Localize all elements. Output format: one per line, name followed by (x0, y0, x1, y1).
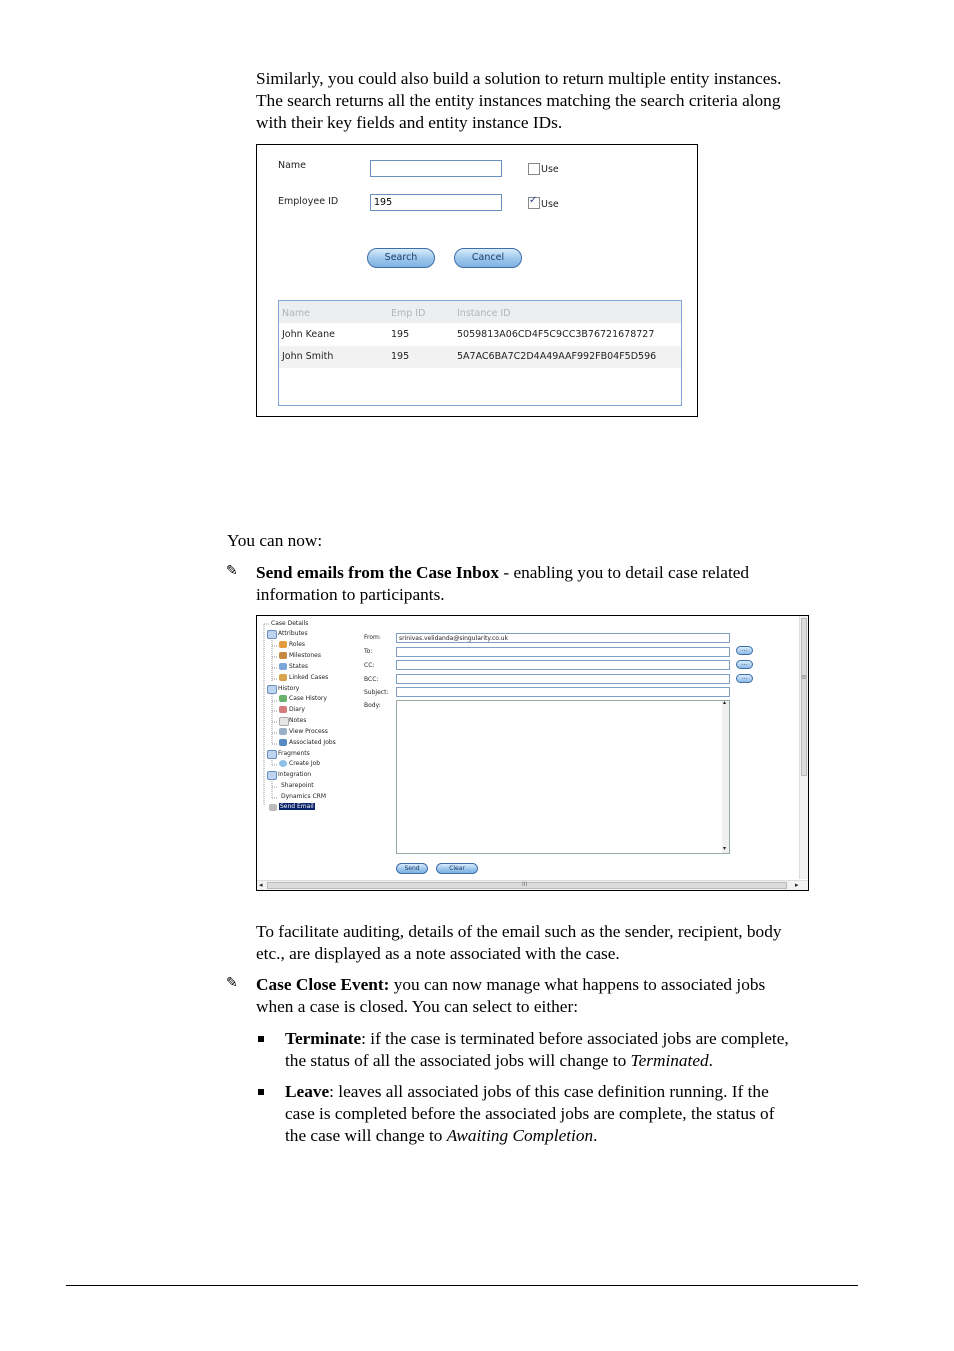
tree-view-process[interactable]: View Process (289, 728, 328, 735)
bullet-hand-icon: ✎ (226, 975, 238, 991)
bullet-case-close (256, 974, 876, 1018)
leave-rest: : leaves all associated jobs of this case definition running. If the (329, 1082, 769, 1101)
audit-note-line2: etc., are displayed as a note associated with the case. (256, 944, 620, 963)
tree-milestones[interactable]: Milestones (289, 652, 321, 659)
header-instance-id: Instance ID (457, 308, 511, 319)
terminate-bold: Terminate (285, 1029, 362, 1048)
bullet-case-close-line2: when a case is closed. You can select to either: (256, 997, 579, 1016)
leave-line3-em: Awaiting Completion (446, 1126, 594, 1145)
states-icon (279, 663, 287, 670)
folder-icon (267, 771, 277, 780)
create-job-icon (279, 760, 287, 767)
header-emp-id: Emp ID (391, 308, 426, 319)
tree-roles[interactable]: Roles (289, 641, 306, 648)
case-tree (257, 616, 357, 816)
tree-send-email[interactable]: Send Email (280, 803, 314, 810)
milestones-icon (279, 652, 287, 659)
diary-icon (279, 706, 287, 713)
vertical-grip: ≡ (801, 673, 807, 681)
scroll-right-arrow[interactable]: ▸ (795, 881, 799, 889)
folder-icon (267, 750, 277, 759)
terminate-line2-em: Terminated (630, 1051, 709, 1070)
sub-terminate (285, 1028, 885, 1072)
tree-dynamics-crm[interactable]: Dynamics CRM (281, 793, 327, 800)
from-label: From: (364, 634, 381, 641)
intro-paragraph (256, 68, 876, 134)
tree-associated-jobs[interactable]: Associated Jobs (289, 739, 336, 746)
terminate-line2-pre: the status of all the associated jobs will change to (285, 1051, 631, 1070)
tree-attributes[interactable]: Attributes (278, 630, 308, 637)
cc-lookup-button[interactable]: ... (736, 660, 753, 669)
subject-field[interactable] (396, 687, 730, 697)
results-grid (278, 300, 682, 406)
bullet-send-emails (256, 562, 876, 606)
scroll-left-arrow[interactable]: ◂ (259, 881, 263, 889)
scroll-down-arrow[interactable]: ▾ (723, 845, 727, 852)
audit-note-line1: To facilitate auditing, details of the email such as the sender, recipient, body (256, 922, 782, 941)
tree-linked-cases[interactable]: Linked Cases (289, 674, 329, 681)
results-header (279, 301, 681, 323)
search-button[interactable]: Search (367, 248, 435, 268)
bullet-send-emails-line2: information to participants. (256, 585, 445, 604)
linked-cases-icon (279, 674, 287, 681)
roles-icon (279, 641, 287, 648)
leave-line3-pre: the case will change to (285, 1126, 447, 1145)
leave-bold: Leave (285, 1082, 330, 1101)
tree-history[interactable]: History (278, 685, 300, 692)
notes-icon (279, 717, 289, 726)
vertical-scroll-thumb[interactable] (801, 618, 807, 776)
send-button[interactable]: Send (396, 863, 428, 874)
employee-id-input[interactable] (370, 194, 502, 211)
view-process-icon (279, 728, 287, 735)
cc-label: CC: (364, 662, 375, 669)
row-name: John Smith (282, 351, 334, 362)
employee-id-label: Employee ID (278, 196, 339, 207)
tree-integration[interactable]: Integration (278, 771, 312, 778)
tree-sharepoint[interactable]: Sharepoint (281, 782, 314, 789)
tree-states[interactable]: States (289, 663, 309, 670)
bullet-hand-icon: ✎ (226, 563, 238, 579)
leave-line3-post: . (593, 1126, 598, 1145)
employee-id-use-checkbox[interactable] (528, 197, 540, 209)
row-instance-id: 5A7AC6BA7C2D4A49AAF992FB04F5D596 (457, 351, 657, 362)
terminate-rest: : if the case is terminated before associated jobs are complete, (361, 1029, 789, 1048)
bcc-label: BCC: (364, 676, 379, 683)
horizontal-grip: III (522, 881, 528, 888)
name-use-checkbox[interactable] (528, 163, 540, 175)
body-scrollbar[interactable] (722, 701, 729, 853)
from-field[interactable]: srinivas.velidanda@singularity.co.uk (396, 633, 730, 643)
cancel-button[interactable]: Cancel (454, 248, 522, 268)
bullet-send-emails-bold: Send emails from the Case Inbox (256, 563, 500, 582)
tree-diary[interactable]: Diary (289, 706, 305, 713)
clear-button[interactable]: Clear (436, 863, 478, 874)
tree-fragments[interactable]: Fragments (278, 750, 310, 757)
intro-line-2: The search returns all the entity instances matching the search criteria along (256, 91, 781, 110)
terminate-line2-post: . (708, 1051, 713, 1070)
row-instance-id: 5059813A06CD4F5C9CC3B76721678727 (457, 329, 655, 340)
sub-leave (285, 1081, 885, 1147)
horizontal-scrollbar[interactable] (257, 880, 808, 891)
row-name: John Keane (282, 329, 335, 340)
table-row[interactable] (279, 324, 681, 346)
employee-id-use-label: Use (541, 199, 559, 210)
body-textarea[interactable] (396, 700, 730, 854)
folder-icon (267, 630, 277, 639)
body-label: Body: (364, 702, 381, 709)
send-email-screenshot (256, 615, 809, 891)
bullet-send-emails-rest: - enabling you to detail case related (499, 563, 750, 582)
bullet-case-close-rest: you can now manage what happens to associated jobs (389, 975, 766, 994)
to-lookup-button[interactable]: ... (736, 646, 753, 655)
send-email-icon (269, 804, 277, 811)
row-emp-id: 195 (391, 351, 410, 362)
bcc-field[interactable] (396, 674, 730, 684)
audit-note (256, 921, 876, 965)
tree-notes[interactable]: Notes (289, 717, 307, 724)
name-input[interactable] (370, 160, 502, 177)
to-label: To: (364, 648, 373, 655)
tree-case-history[interactable]: Case History (289, 695, 327, 702)
bcc-lookup-button[interactable]: ... (736, 674, 753, 683)
tree-create-job[interactable]: Create Job (289, 760, 321, 767)
vertical-scrollbar[interactable] (799, 616, 809, 879)
table-row[interactable] (279, 346, 681, 368)
footer-rule (66, 1285, 858, 1286)
case-history-icon (279, 695, 287, 702)
you-can-now-text: You can now: (227, 531, 323, 550)
header-name: Name (282, 308, 311, 319)
to-field[interactable] (396, 647, 730, 657)
square-bullet-icon (258, 1089, 264, 1095)
scroll-up-arrow[interactable]: ▴ (723, 699, 727, 706)
folder-icon (267, 685, 277, 694)
name-use-label: Use (541, 164, 559, 175)
cc-field[interactable] (396, 660, 730, 670)
intro-line-3: with their key fields and entity instance IDs. (256, 113, 563, 132)
square-bullet-icon (258, 1036, 264, 1042)
bullet-case-close-bold: Case Close Event: (256, 975, 390, 994)
entity-search-screenshot (256, 144, 698, 417)
name-label: Name (278, 160, 307, 171)
intro-line-1: Similarly, you could also build a solution to return multiple entity instances. (256, 69, 782, 88)
subject-label: Subject: (364, 689, 389, 696)
tree-case-details[interactable]: Case Details (271, 620, 309, 627)
leave-line2: case is completed before the associated jobs are complete, the status of (285, 1104, 775, 1123)
associated-jobs-icon (279, 739, 287, 746)
row-emp-id: 195 (391, 329, 410, 340)
